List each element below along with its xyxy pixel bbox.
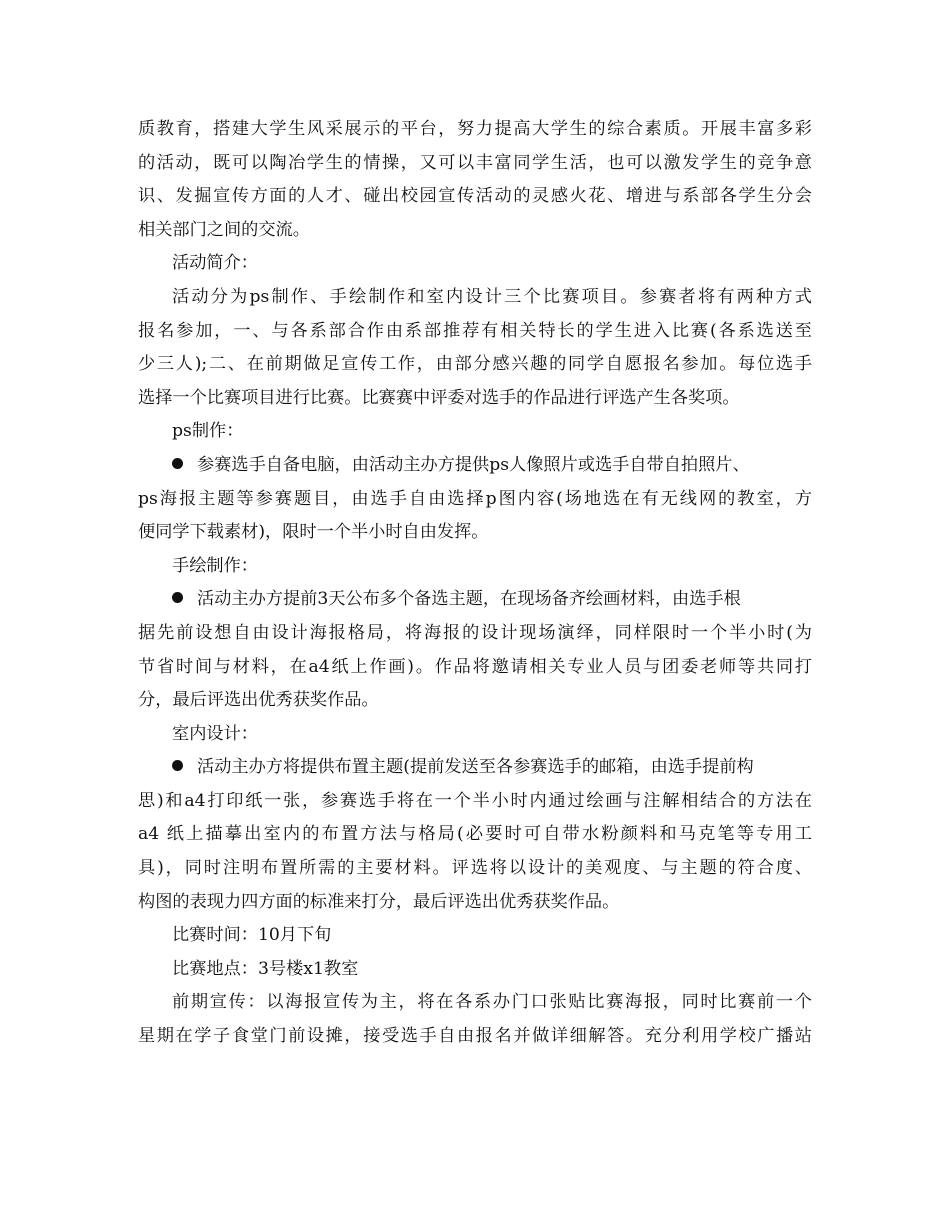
section-heading-activity-intro: 活动简介： (172, 253, 258, 274)
section-heading-interior-design: 室内设计： (172, 723, 258, 744)
text-line: 分，最后评选出优秀获奖作品。 (138, 690, 379, 711)
bullet-text: 活动主办方将提供布置主题(提前发送至各参赛选手的邮箱，由选手提前构 (197, 757, 754, 778)
text-line: 思)和a4打印纸一张，参赛选手将在一个半小时内通过绘画与注解相结合的方法在 (138, 790, 812, 811)
text-line: 活动分为ps制作、手绘制作和室内设计三个比赛项目。参赛者将有两种方式 (172, 286, 812, 307)
text-line: 质教育，搭建大学生风采展示的平台，努力提高大学生的综合素质。开展丰富多彩 (138, 119, 812, 139)
section-heading-hand-drawing: 手绘制作： (172, 555, 258, 576)
text-line: 少三人);二、在前期做足宣传工作，由部分感兴趣的同学自愿报名参加。每位选手 (138, 354, 812, 375)
text-line: 具)，同时注明布置所需的主要材料。评选将以设计的美观度、与主题的符合度、 (138, 858, 812, 879)
text-line: 前期宣传：以海报宣传为主，将在各系办门口张贴比赛海报，同时比赛前一个 (172, 992, 812, 1013)
competition-location: 比赛地点：3号楼x1教室 (172, 958, 359, 979)
text-line: 星期在学子食堂门前设摊，接受选手自由报名并做详细解答。充分利用学校广播站 (138, 1026, 812, 1047)
bullet-icon (172, 458, 183, 469)
section-heading-ps: ps制作： (172, 421, 244, 442)
text-line: 节省时间与材料，在a4纸上作画)。作品将邀请相关专业人员与团委老师等共同打 (138, 656, 812, 677)
bullet-icon (172, 760, 183, 771)
text-line: 报名参加，一、与各系部合作由系部推荐有相关特长的学生进入比赛(各系选送至 (138, 320, 812, 341)
bullet-text: 参赛选手自备电脑，由活动主办方提供ps人像照片或选手自带自拍照片、 (197, 454, 750, 475)
text-line: 识、发掘宣传方面的人才、碰出校园宣传活动的灵感火花、增进与系部各学生分会 (138, 186, 812, 207)
bullet-line (138, 449, 812, 483)
text-line: 的活动，既可以陶冶学生的情操，又可以丰富同学生活，也可以激发学生的竞争意 (138, 152, 812, 173)
text-line: 选择一个比赛项目进行比赛。比赛赛中评委对选手的作品进行评选产生各奖项。 (138, 387, 740, 408)
bullet-icon (172, 592, 183, 603)
bullet-line (138, 583, 812, 617)
text-line: 构图的表现力四方面的标准来打分，最后评选出优秀获奖作品。 (138, 891, 620, 912)
bullet-line (138, 751, 812, 785)
text-line: 便同学下载素材)，限时一个半小时自由发挥。 (138, 522, 489, 543)
document-body (138, 113, 812, 1054)
bullet-text: 活动主办方提前3天公布多个备选主题，在现场备齐绘画材料，由选手根 (197, 589, 741, 610)
text-line: a4 纸上描摹出室内的布置方法与格局(必要时可自带水粉颜料和马克笔等专用工 (138, 824, 812, 845)
text-line: 相关部门之间的交流。 (138, 219, 310, 240)
text-line: ps海报主题等参赛题目，由选手自由选择p图内容(场地选在有无线网的教室，方 (138, 488, 812, 509)
text-line: 据先前设想自由设计海报格局，将海报的设计现场演绎，同样限时一个半小时(为 (138, 622, 812, 643)
competition-time: 比赛时间：10月下旬 (172, 925, 332, 946)
